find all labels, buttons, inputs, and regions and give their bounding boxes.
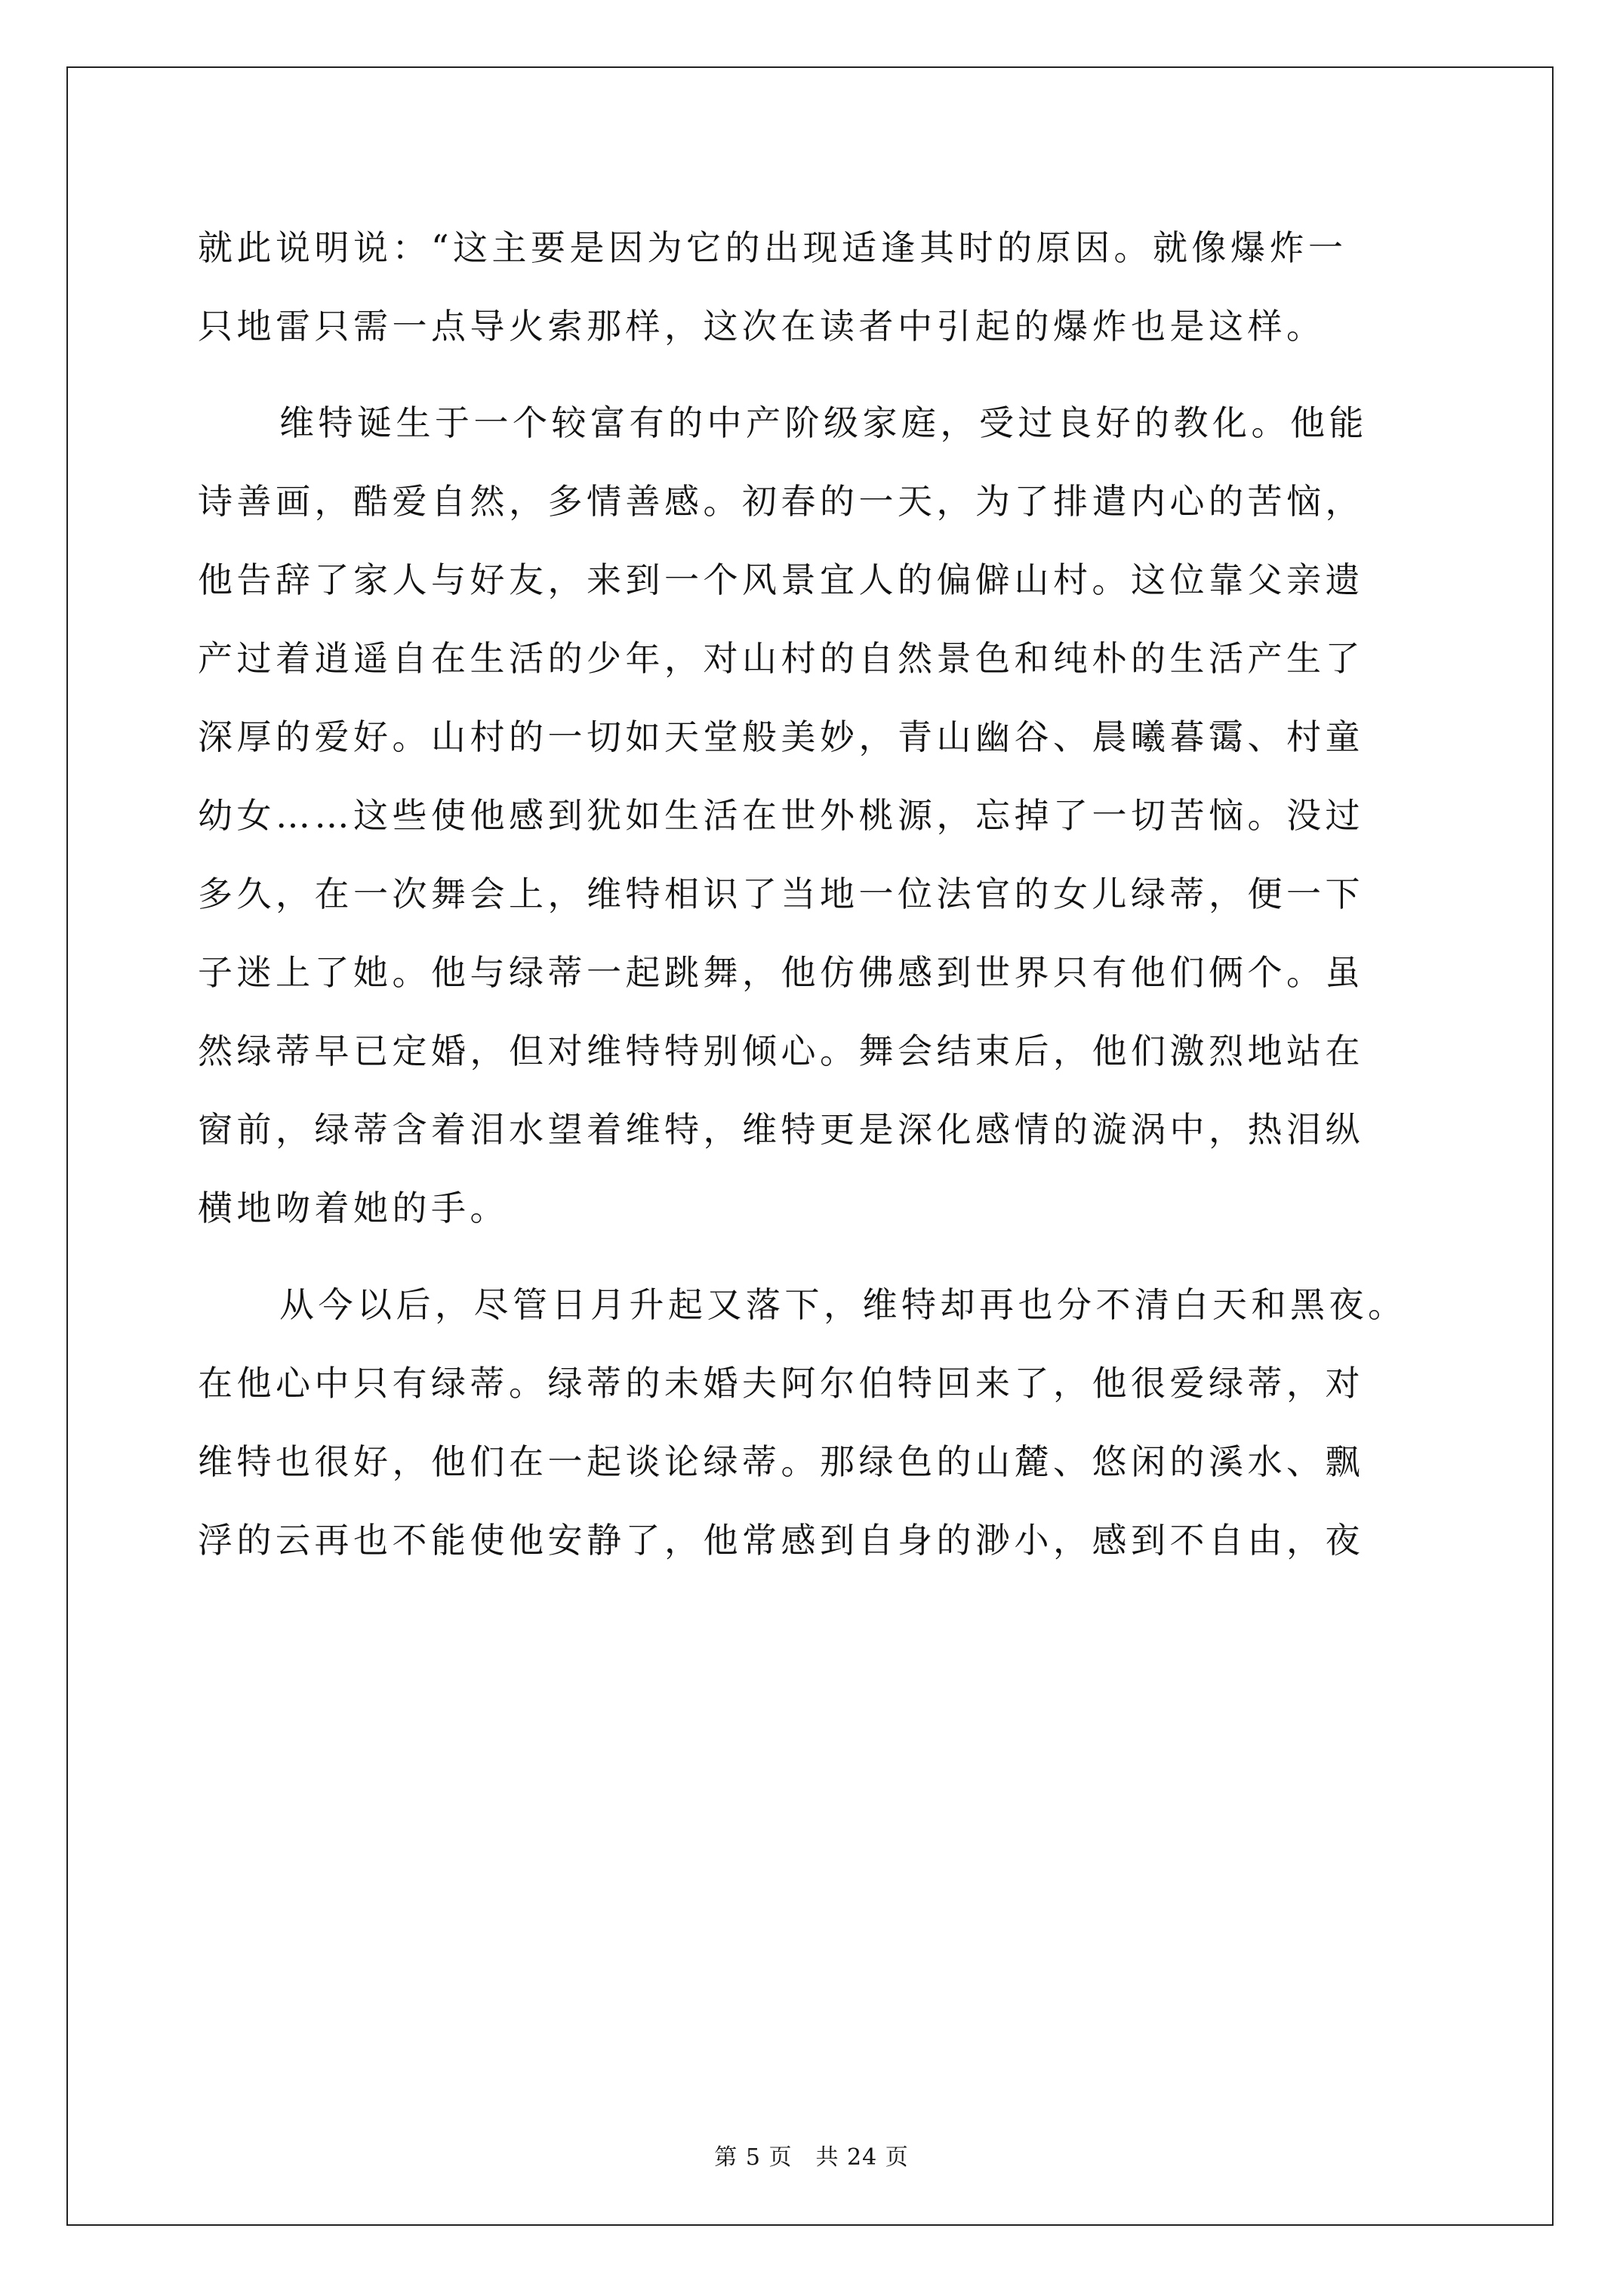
text-line: 子迷上了她。他与绿蒂一起跳舞，他仿佛感到世界只有他们俩个。虽 [198, 952, 1364, 993]
text-line: 维特也很好，他们在一起谈论绿蒂。那绿色的山麓、悠闲的溪水、飘 [198, 1441, 1364, 1482]
text-line: 诗善画，酷爱自然，多情善感。初春的一天，为了排遣内心的苦恼， [198, 481, 1364, 522]
text-line: 幼女……这些使他感到犹如生活在世外桃源，忘掉了一切苦恼。没过 [198, 795, 1364, 836]
text-line: 产过着逍遥自在生活的少年，对山村的自然景色和纯朴的生活产生了 [198, 638, 1364, 679]
text-line: 横地吻着她的手。 [198, 1188, 509, 1228]
text-line: 窗前，绿蒂含着泪水望着维特，维特更是深化感情的漩涡中，热泪纵 [198, 1109, 1364, 1150]
text-line: 多久，在一次舞会上，维特相识了当地一位法官的女儿绿蒂，便一下 [198, 874, 1364, 914]
text-line: 维特诞生于一个较富有的中产阶级家庭，受过良好的教化。他能 [279, 402, 1368, 443]
text-line: 只地雷只需一点导火索那样，这次在读者中引起的爆炸也是这样。 [198, 306, 1326, 347]
text-line: 从今以后，尽管日月升起又落下，维特却再也分不清白天和黑夜。 [279, 1284, 1407, 1325]
document-body [198, 208, 1436, 1579]
text-line: 深厚的爱好。山村的一切如天堂般美妙，青山幽谷、晨曦暮霭、村童 [198, 717, 1364, 757]
text-line: 然绿蒂早已定婚，但对维特特别倾心。舞会结束后，他们激烈地站在 [198, 1031, 1364, 1071]
text-line: 就此说明说：“这主要是因为它的出现适逢其时的原因。就像爆炸一 [198, 227, 1347, 268]
text-line: 在他心中只有绿蒂。绿蒂的未婚夫阿尔伯特回来了，他很爱绿蒂，对 [198, 1363, 1364, 1404]
text-line: 他告辞了家人与好友，来到一个风景宜人的偏僻山村。这位靠父亲遗 [198, 559, 1364, 600]
text-line: 浮的云再也不能使他安静了，他常感到自身的渺小，感到不自由，夜 [198, 1520, 1364, 1561]
page-number-footer: 第 5 页 共 24 页 [714, 2144, 909, 2171]
